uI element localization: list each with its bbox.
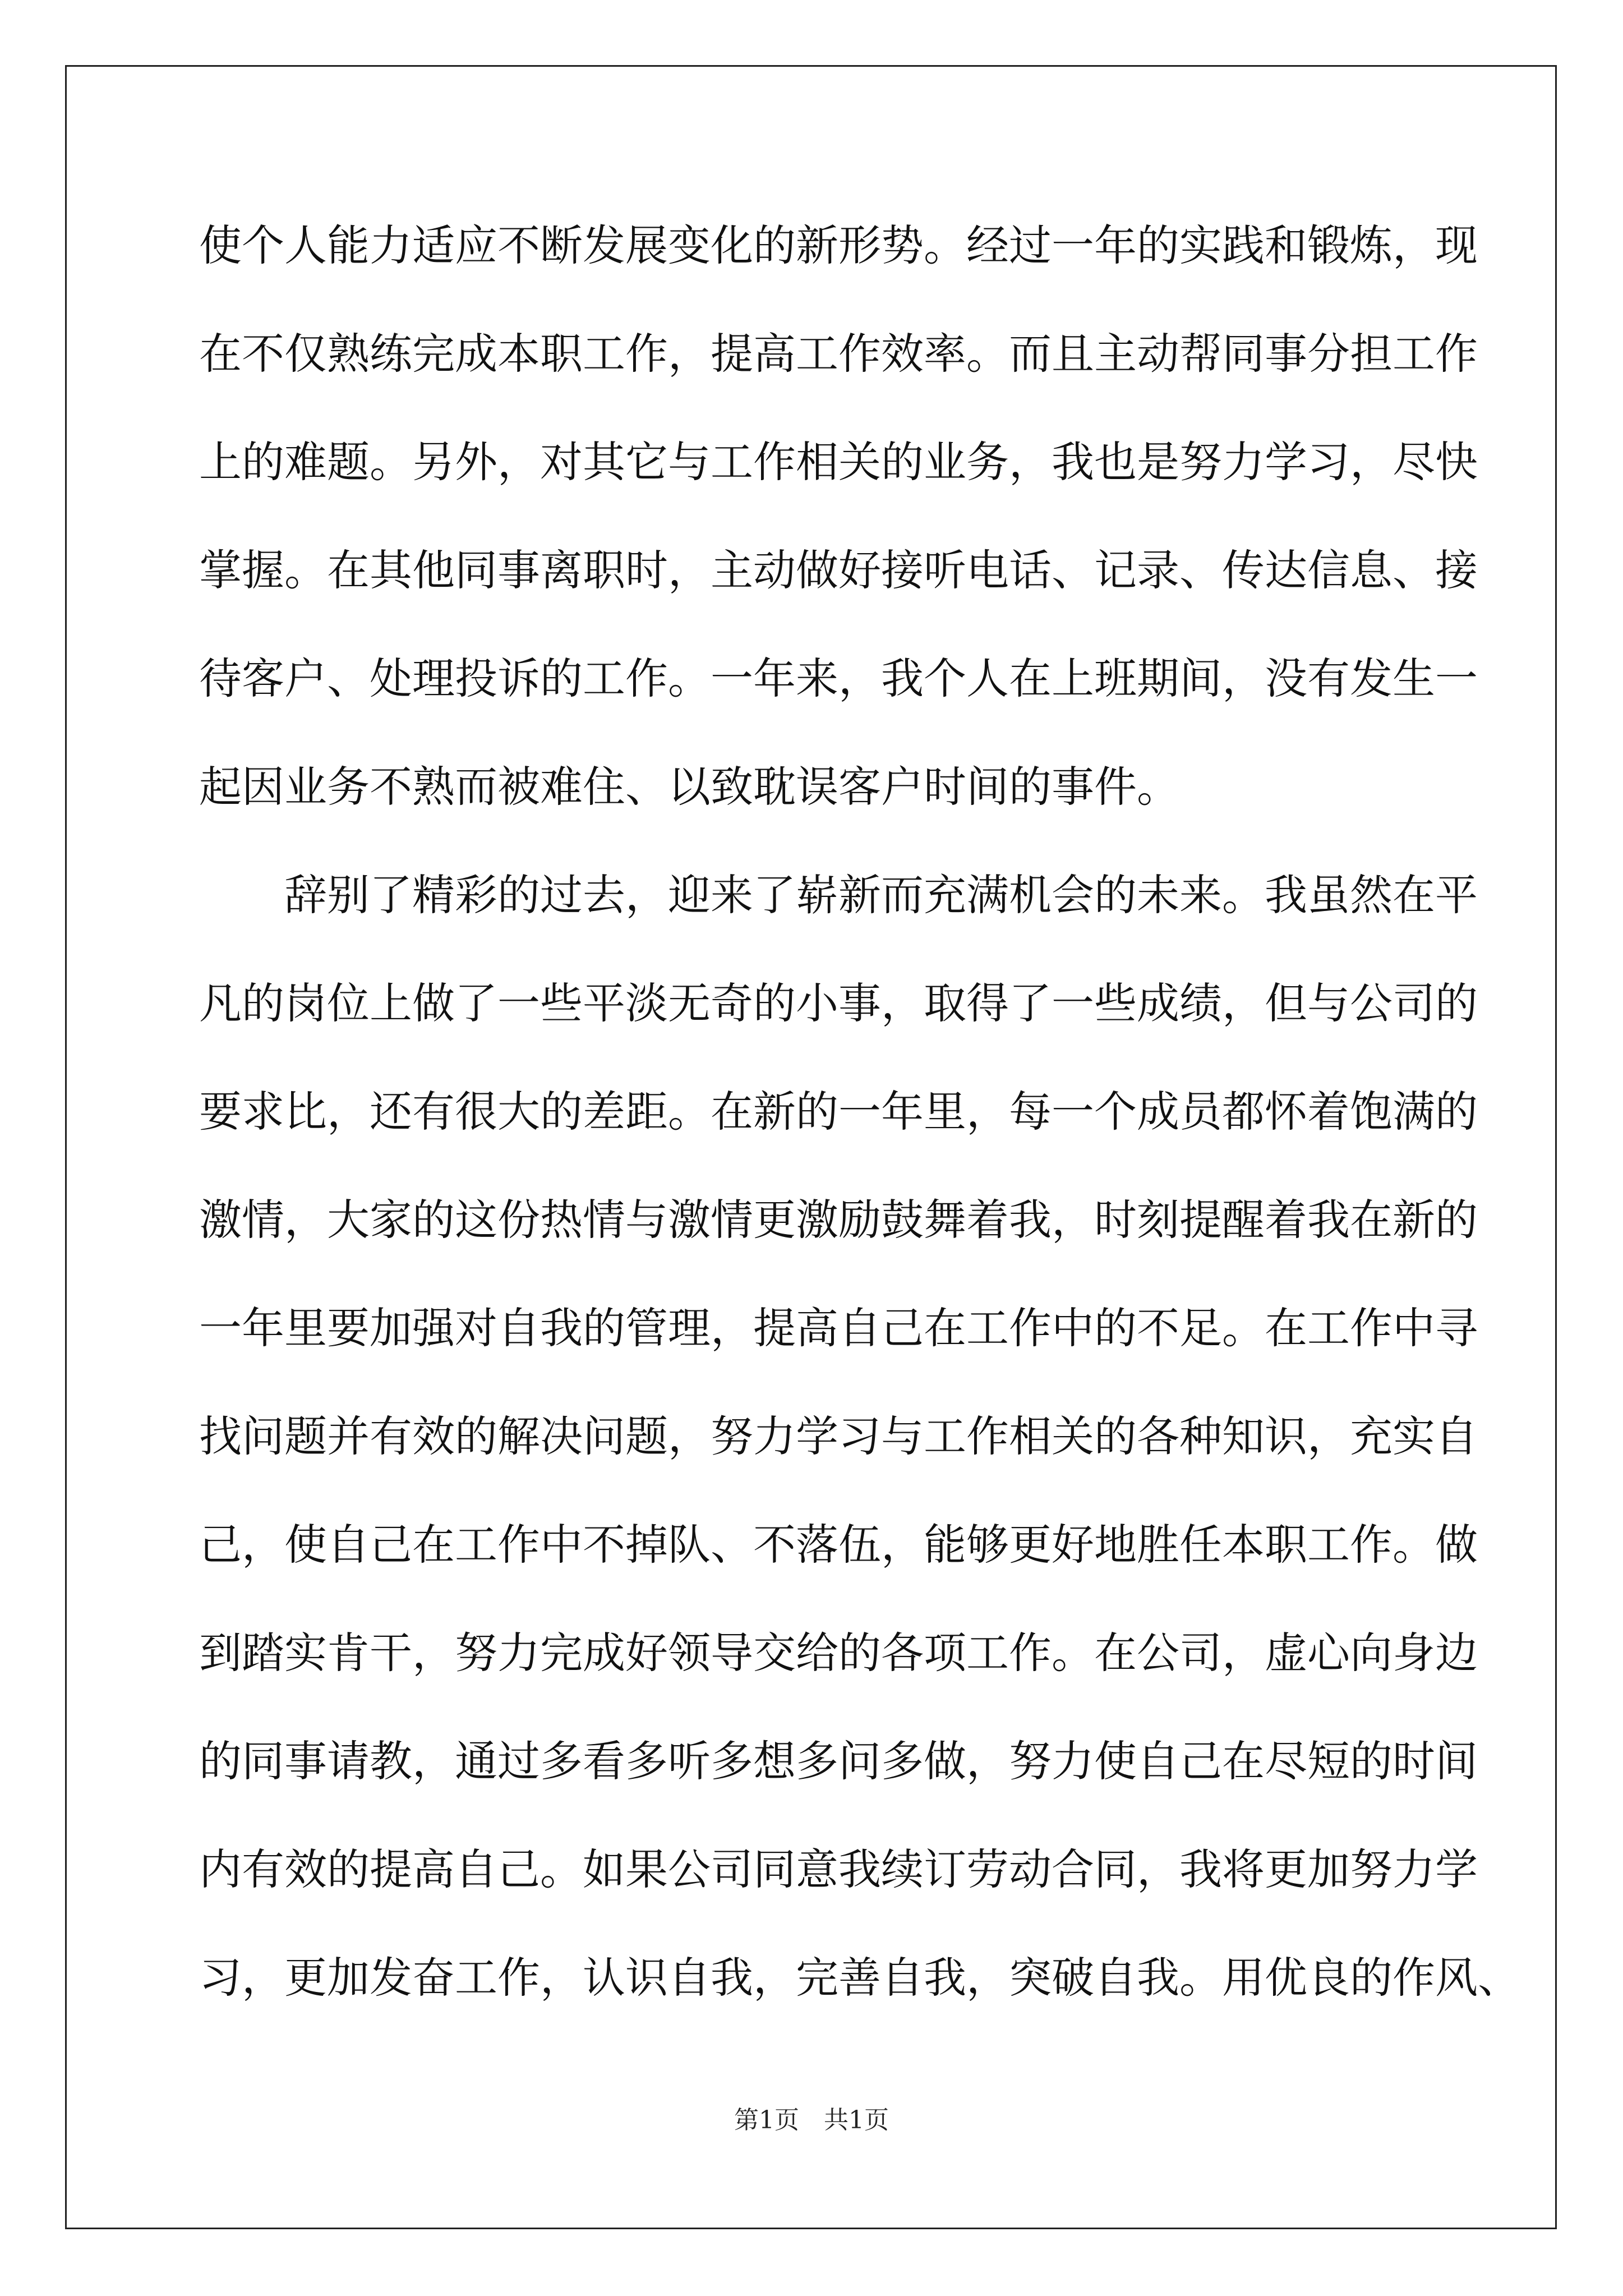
text-line: 使个人能力适应不断发展变化的新形势。经过一年的实践和锻炼，现 <box>199 220 1478 270</box>
text-line: 的同事请教，通过多看多听多想多问多做，努力使自己在尽短的时间 <box>199 1736 1478 1786</box>
text-line: 激情，大家的这份热情与激情更激励鼓舞着我，时刻提醒着我在新的 <box>199 1195 1478 1245</box>
paragraph-first-line: 辞别了精彩的过去，迎来了崭新而充满机会的未来。我虽然在平 <box>284 870 1478 920</box>
text-line: 起因业务不熟而被难住、以致耽误客户时间的事件。 <box>199 762 1179 812</box>
text-line: 到踏实肯干，努力完成好领导交给的各项工作。在公司，虚心向身边 <box>199 1628 1478 1678</box>
text-line: 习，更加发奋工作，认识自我，完善自我，突破自我。用优良的作风、 <box>199 1953 1520 2003</box>
text-line: 内有效的提高自己。如果公司同意我续订劳动合同，我将更加努力学 <box>199 1844 1478 1894</box>
text-line: 上的难题。另外，对其它与工作相关的业务，我也是努力学习，尽快 <box>199 437 1478 487</box>
text-line: 待客户、处理投诉的工作。一年来，我个人在上班期间，没有发生一 <box>199 654 1478 703</box>
page-number-footer: 第1页 共1页 <box>734 2106 889 2134</box>
text-line: 凡的岗位上做了一些平淡无奇的小事，取得了一些成绩，但与公司的 <box>199 978 1478 1028</box>
page-border <box>65 65 1557 2229</box>
text-line: 己，使自己在工作中不掉队、不落伍，能够更好地胜任本职工作。做 <box>199 1520 1478 1570</box>
text-line: 一年里要加强对自我的管理，提高自己在工作中的不足。在工作中寻 <box>199 1303 1478 1353</box>
text-line: 找问题并有效的解决问题，努力学习与工作相关的各种知识，充实自 <box>199 1411 1478 1461</box>
text-line: 在不仅熟练完成本职工作，提高工作效率。而且主动帮同事分担工作 <box>199 329 1478 379</box>
text-line: 要求比，还有很大的差距。在新的一年里，每一个成员都怀着饱满的 <box>199 1087 1478 1137</box>
text-line: 掌握。在其他同事离职时，主动做好接听电话、记录、传达信息、接 <box>199 545 1478 595</box>
